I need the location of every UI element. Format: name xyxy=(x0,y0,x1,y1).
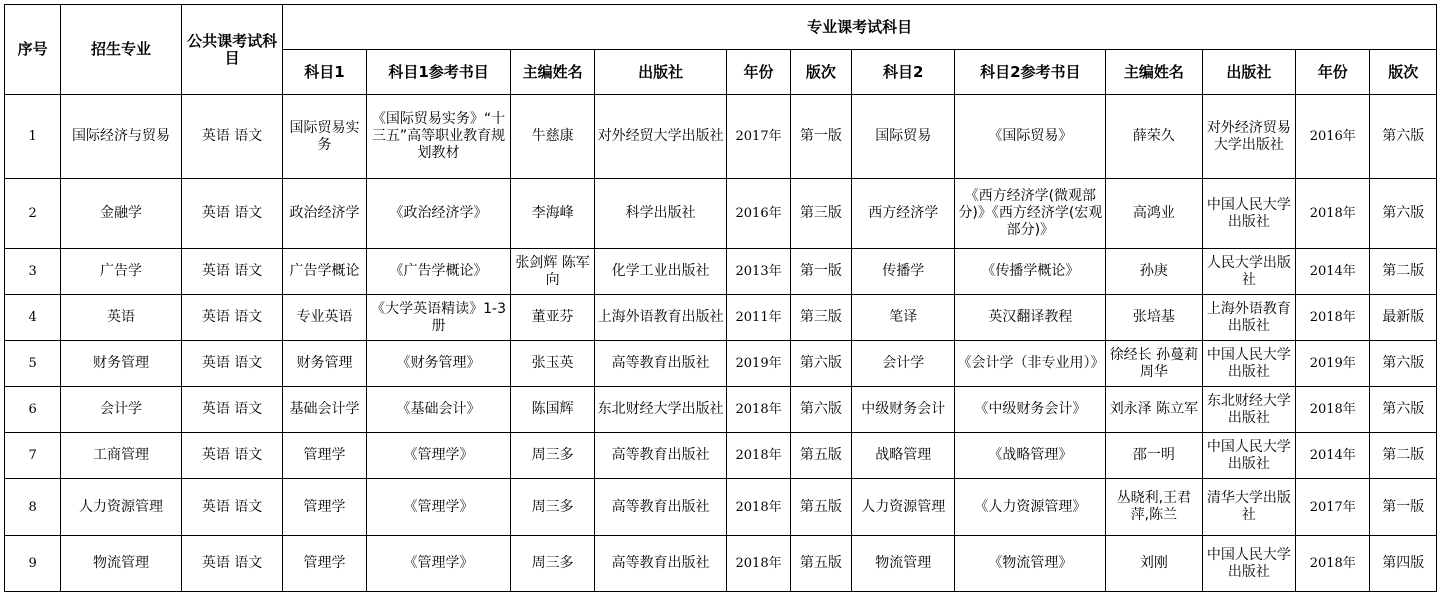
cell-subject2-edition: 第六版 xyxy=(1370,95,1437,179)
cell-subject1-book: 《政治经济学》 xyxy=(366,179,511,249)
cell-subject1-publisher: 对外经贸大学出版社 xyxy=(594,95,727,179)
table-row xyxy=(5,433,1437,479)
cell-subject2-publisher: 中国人民大学出版社 xyxy=(1202,341,1295,387)
cell-subject2-publisher: 上海外语教育出版社 xyxy=(1202,295,1295,341)
header-subject1-editor: 主编姓名 xyxy=(511,50,594,95)
cell-subject2-editor: 丛晓利,王君萍,陈兰 xyxy=(1106,479,1202,536)
cell-subject1: 管理学 xyxy=(283,479,366,536)
cell-subject2-edition: 第六版 xyxy=(1370,387,1437,433)
table-row xyxy=(5,95,1437,179)
table-row xyxy=(5,387,1437,433)
cell-subject2-year: 2017年 xyxy=(1296,479,1370,536)
cell-subject1-year: 2017年 xyxy=(727,95,790,179)
cell-subject1-book: 《管理学》 xyxy=(366,536,511,592)
cell-subject1-edition: 第六版 xyxy=(790,387,851,433)
cell-subject2-book: 《会计学（非专业用）》 xyxy=(955,341,1106,387)
cell-major: 国际经济与贸易 xyxy=(61,95,182,179)
header-subject1-year: 年份 xyxy=(727,50,790,95)
cell-subject2-year: 2018年 xyxy=(1296,295,1370,341)
cell-subject2-edition: 最新版 xyxy=(1370,295,1437,341)
header-subject1: 科目1 xyxy=(283,50,366,95)
cell-subject1-editor: 张剑辉 陈军向 xyxy=(511,249,594,295)
cell-subject2-editor: 刘永泽 陈立军 xyxy=(1106,387,1202,433)
cell-major: 人力资源管理 xyxy=(61,479,182,536)
header-public-exam: 公共课考试科目 xyxy=(181,5,282,95)
cell-subject2-book: 《中级财务会计》 xyxy=(955,387,1106,433)
cell-subject1-editor: 陈国辉 xyxy=(511,387,594,433)
cell-subject1-editor: 李海峰 xyxy=(511,179,594,249)
cell-subject1: 基础会计学 xyxy=(283,387,366,433)
cell-subject1-publisher: 高等教育出版社 xyxy=(594,433,727,479)
table-row xyxy=(5,341,1437,387)
cell-subject1-publisher: 化学工业出版社 xyxy=(594,249,727,295)
cell-subject1-editor: 周三多 xyxy=(511,536,594,592)
table-row xyxy=(5,536,1437,592)
cell-subject2-year: 2018年 xyxy=(1296,387,1370,433)
cell-public-exam: 英语 语文 xyxy=(181,295,282,341)
cell-subject1-publisher: 东北财经大学出版社 xyxy=(594,387,727,433)
cell-subject1-editor: 周三多 xyxy=(511,433,594,479)
cell-subject2: 中级财务会计 xyxy=(851,387,954,433)
cell-subject2-edition: 第四版 xyxy=(1370,536,1437,592)
cell-subject2-edition: 第六版 xyxy=(1370,179,1437,249)
header-index: 序号 xyxy=(5,5,61,95)
cell-subject1: 管理学 xyxy=(283,536,366,592)
cell-major: 英语 xyxy=(61,295,182,341)
cell-public-exam: 英语 语文 xyxy=(181,249,282,295)
cell-subject2-year: 2019年 xyxy=(1296,341,1370,387)
header-subject1-book: 科目1参考书目 xyxy=(366,50,511,95)
cell-subject1-year: 2016年 xyxy=(727,179,790,249)
cell-major: 物流管理 xyxy=(61,536,182,592)
cell-index: 9 xyxy=(5,536,61,592)
cell-subject1-year: 2018年 xyxy=(727,433,790,479)
cell-subject1-year: 2011年 xyxy=(727,295,790,341)
cell-index: 3 xyxy=(5,249,61,295)
cell-subject2: 国际贸易 xyxy=(851,95,954,179)
cell-subject2-publisher: 中国人民大学出版社 xyxy=(1202,179,1295,249)
cell-subject2: 会计学 xyxy=(851,341,954,387)
header-major: 招生专业 xyxy=(61,5,182,95)
cell-subject2-publisher: 东北财经大学出版社 xyxy=(1202,387,1295,433)
cell-subject2-year: 2018年 xyxy=(1296,179,1370,249)
cell-public-exam: 英语 语文 xyxy=(181,387,282,433)
cell-subject1-book: 《管理学》 xyxy=(366,433,511,479)
header-subject2-edition: 版次 xyxy=(1370,50,1437,95)
cell-subject2-publisher: 清华大学出版社 xyxy=(1202,479,1295,536)
cell-index: 1 xyxy=(5,95,61,179)
cell-subject2-publisher: 人民大学出版社 xyxy=(1202,249,1295,295)
cell-index: 2 xyxy=(5,179,61,249)
cell-subject1-edition: 第三版 xyxy=(790,179,851,249)
cell-subject1-editor: 董亚芬 xyxy=(511,295,594,341)
cell-subject2-year: 2018年 xyxy=(1296,536,1370,592)
cell-subject2: 西方经济学 xyxy=(851,179,954,249)
cell-subject2-edition: 第二版 xyxy=(1370,433,1437,479)
cell-subject2-year: 2014年 xyxy=(1296,433,1370,479)
cell-major: 财务管理 xyxy=(61,341,182,387)
cell-subject1-publisher: 高等教育出版社 xyxy=(594,479,727,536)
cell-public-exam: 英语 语文 xyxy=(181,341,282,387)
cell-subject2-publisher: 中国人民大学出版社 xyxy=(1202,536,1295,592)
cell-subject1-edition: 第五版 xyxy=(790,433,851,479)
cell-subject2-book: 《人力资源管理》 xyxy=(955,479,1106,536)
cell-subject1: 广告学概论 xyxy=(283,249,366,295)
cell-subject2-publisher: 对外经济贸易大学出版社 xyxy=(1202,95,1295,179)
cell-subject1-edition: 第一版 xyxy=(790,249,851,295)
header-subject2-publisher: 出版社 xyxy=(1202,50,1295,95)
header-professional-exam: 专业课考试科目 xyxy=(283,5,1437,50)
cell-index: 6 xyxy=(5,387,61,433)
cell-subject2-publisher: 中国人民大学出版社 xyxy=(1202,433,1295,479)
cell-subject2-year: 2014年 xyxy=(1296,249,1370,295)
cell-public-exam: 英语 语文 xyxy=(181,179,282,249)
cell-subject1-edition: 第一版 xyxy=(790,95,851,179)
cell-subject1: 国际贸易实务 xyxy=(283,95,366,179)
cell-subject2-editor: 邵一明 xyxy=(1106,433,1202,479)
cell-subject2-book: 英汉翻译教程 xyxy=(955,295,1106,341)
cell-subject1-book: 《广告学概论》 xyxy=(366,249,511,295)
cell-subject1-book: 《财务管理》 xyxy=(366,341,511,387)
cell-subject1-book: 《国际贸易实务》“十三五”高等职业教育规划教材 xyxy=(366,95,511,179)
cell-public-exam: 英语 语文 xyxy=(181,433,282,479)
table-row xyxy=(5,249,1437,295)
cell-subject1-year: 2018年 xyxy=(727,479,790,536)
cell-subject1-edition: 第五版 xyxy=(790,479,851,536)
cell-subject2-book: 《传播学概论》 xyxy=(955,249,1106,295)
cell-subject2-editor: 张培基 xyxy=(1106,295,1202,341)
cell-subject1-year: 2013年 xyxy=(727,249,790,295)
cell-subject1-year: 2018年 xyxy=(727,536,790,592)
cell-subject2: 物流管理 xyxy=(851,536,954,592)
cell-index: 5 xyxy=(5,341,61,387)
cell-subject1-editor: 周三多 xyxy=(511,479,594,536)
cell-index: 8 xyxy=(5,479,61,536)
cell-subject2-book: 《西方经济学(微观部分)》《西方经济学(宏观部分)》 xyxy=(955,179,1106,249)
cell-subject1-book: 《基础会计》 xyxy=(366,387,511,433)
cell-subject1-edition: 第六版 xyxy=(790,341,851,387)
cell-subject1-edition: 第三版 xyxy=(790,295,851,341)
exam-subjects-table xyxy=(4,4,1437,592)
cell-subject1: 专业英语 xyxy=(283,295,366,341)
table-row xyxy=(5,179,1437,249)
cell-subject2: 传播学 xyxy=(851,249,954,295)
cell-subject1-year: 2018年 xyxy=(727,387,790,433)
table-row xyxy=(5,479,1437,536)
cell-subject2-editor: 徐经长 孙蔓莉 周华 xyxy=(1106,341,1202,387)
cell-public-exam: 英语 语文 xyxy=(181,479,282,536)
cell-subject2-editor: 刘刚 xyxy=(1106,536,1202,592)
cell-subject1-publisher: 科学出版社 xyxy=(594,179,727,249)
cell-subject2-book: 《战略管理》 xyxy=(955,433,1106,479)
cell-subject2-editor: 薛荣久 xyxy=(1106,95,1202,179)
header-subject1-edition: 版次 xyxy=(790,50,851,95)
header-subject2-year: 年份 xyxy=(1296,50,1370,95)
cell-subject2: 人力资源管理 xyxy=(851,479,954,536)
cell-subject2-editor: 高鸿业 xyxy=(1106,179,1202,249)
cell-subject2-book: 《国际贸易》 xyxy=(955,95,1106,179)
cell-subject2-year: 2016年 xyxy=(1296,95,1370,179)
cell-subject1-book: 《管理学》 xyxy=(366,479,511,536)
cell-subject1: 财务管理 xyxy=(283,341,366,387)
header-subject2-book: 科目2参考书目 xyxy=(955,50,1106,95)
cell-subject1-year: 2019年 xyxy=(727,341,790,387)
cell-subject2: 笔译 xyxy=(851,295,954,341)
cell-subject1-publisher: 高等教育出版社 xyxy=(594,536,727,592)
cell-index: 7 xyxy=(5,433,61,479)
cell-subject2-edition: 第六版 xyxy=(1370,341,1437,387)
cell-subject1-publisher: 上海外语教育出版社 xyxy=(594,295,727,341)
cell-public-exam: 英语 语文 xyxy=(181,95,282,179)
cell-index: 4 xyxy=(5,295,61,341)
cell-major: 工商管理 xyxy=(61,433,182,479)
cell-subject1-editor: 牛慈康 xyxy=(511,95,594,179)
cell-subject1: 政治经济学 xyxy=(283,179,366,249)
cell-major: 会计学 xyxy=(61,387,182,433)
cell-subject1-publisher: 高等教育出版社 xyxy=(594,341,727,387)
cell-subject2: 战略管理 xyxy=(851,433,954,479)
cell-subject1-book: 《大学英语精读》1-3册 xyxy=(366,295,511,341)
header-subject1-publisher: 出版社 xyxy=(594,50,727,95)
cell-subject1-edition: 第五版 xyxy=(790,536,851,592)
header-subject2: 科目2 xyxy=(851,50,954,95)
cell-public-exam: 英语 语文 xyxy=(181,536,282,592)
cell-major: 广告学 xyxy=(61,249,182,295)
cell-major: 金融学 xyxy=(61,179,182,249)
cell-subject2-book: 《物流管理》 xyxy=(955,536,1106,592)
table-row xyxy=(5,295,1437,341)
cell-subject2-edition: 第二版 xyxy=(1370,249,1437,295)
cell-subject2-edition: 第一版 xyxy=(1370,479,1437,536)
cell-subject2-editor: 孙庚 xyxy=(1106,249,1202,295)
cell-subject1-editor: 张玉英 xyxy=(511,341,594,387)
cell-subject1: 管理学 xyxy=(283,433,366,479)
header-subject2-editor: 主编姓名 xyxy=(1106,50,1202,95)
